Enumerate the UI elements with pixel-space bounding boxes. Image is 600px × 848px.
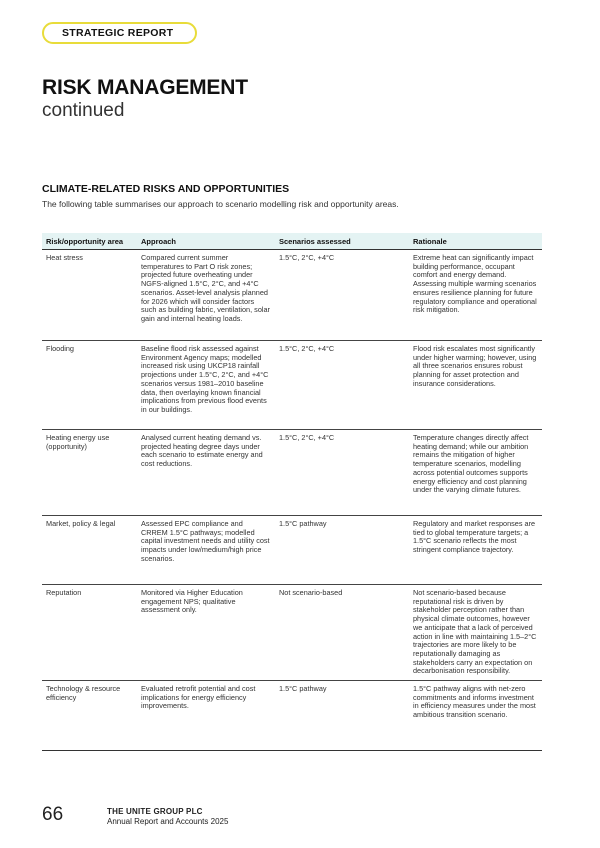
page-number: 66 bbox=[42, 804, 64, 825]
rationale-cell: 1.5°C pathway aligns with net-zero commitments and informs investment in efficiency measures under the most ambitious transition scenario. bbox=[409, 681, 542, 751]
scenarios-cell: 1.5°C, 2°C, +4°C bbox=[275, 250, 409, 341]
scenarios-cell: 1.5°C, 2°C, +4°C bbox=[275, 430, 409, 516]
table-row bbox=[42, 516, 542, 585]
approach-cell: Monitored via Higher Education engagement NPS; qualitative assessment only. bbox=[137, 585, 275, 681]
column-header: Approach bbox=[137, 233, 275, 250]
risk-area-cell: Technology & resource efficiency bbox=[42, 681, 137, 751]
approach-cell: Evaluated retrofit potential and cost implications for energy efficiency improvements. bbox=[137, 681, 275, 751]
page-subtitle: continued bbox=[42, 100, 125, 121]
section-heading: CLIMATE-RELATED RISKS AND OPPORTUNITIES bbox=[42, 183, 290, 195]
rationale-cell: Regulatory and market responses are tied to global temperature targets; a 1.5°C scenario reflects the most stringent compliance trajectory. bbox=[409, 516, 542, 585]
footer-report-title: Annual Report and Accounts 2025 bbox=[107, 817, 229, 826]
rationale-cell: Flood risk escalates most significantly under higher warming; however, using all three scenarios ensures robust planning for asset protection and insurance considerations. bbox=[409, 341, 542, 430]
risk-area-cell: Market, policy & legal bbox=[42, 516, 137, 585]
section-intro: The following table summarises our approach to scenario modelling risk and opportunity areas. bbox=[42, 199, 399, 209]
risk-table bbox=[42, 233, 542, 751]
rationale-cell: Not scenario-based because reputational risk is driven by stakeholder perception rather than physical climate outcomes, however we anticipate that a lack of perceived action in line with maintaining 1.5–2°C trajectories are more likely to be reputationally damaging as stakeholders carry an expectation on decarbonisation responsibility. bbox=[409, 585, 542, 681]
table-row bbox=[42, 250, 542, 341]
table-header-row bbox=[42, 233, 542, 250]
page-title: RISK MANAGEMENT bbox=[42, 76, 248, 99]
column-header: Risk/opportunity area bbox=[42, 233, 137, 250]
scenarios-cell: 1.5°C, 2°C, +4°C bbox=[275, 341, 409, 430]
risk-area-cell: Flooding bbox=[42, 341, 137, 430]
column-header: Scenarios assessed bbox=[275, 233, 409, 250]
risk-area-cell: Heat stress bbox=[42, 250, 137, 341]
rationale-cell: Extreme heat can significantly impact building performance, occupant comfort and energy demand. Assessing multiple warming scenarios ensures resilience planning for future regulatory compliance and operational risk mitigation. bbox=[409, 250, 542, 341]
scenarios-cell: Not scenario-based bbox=[275, 585, 409, 681]
section-badge: STRATEGIC REPORT bbox=[42, 22, 197, 44]
table-row bbox=[42, 430, 542, 516]
approach-cell: Baseline flood risk assessed against Environment Agency maps; modelled increased risk using UKCP18 rainfall projections under 1.5°C, 2°C, and +4°C scenarios versus 1981–2010 baseline data, then overlaying known financial implications from previous flood events in our buildings. bbox=[137, 341, 275, 430]
risk-area-cell: Heating energy use (opportunity) bbox=[42, 430, 137, 516]
column-header: Rationale bbox=[409, 233, 542, 250]
scenarios-cell: 1.5°C pathway bbox=[275, 516, 409, 585]
table-row bbox=[42, 585, 542, 681]
rationale-cell: Temperature changes directly affect heating demand; while our ambition remains the mitigation of higher temperature scenarios, modelling across potential outcomes supports energy efficiency and cost planning under the varying climate futures. bbox=[409, 430, 542, 516]
footer-company-name: THE UNITE GROUP PLC bbox=[107, 807, 203, 816]
approach-cell: Assessed EPC compliance and CRREM 1.5°C pathways; modelled capital investment needs and utility cost impacts under low/medium/high price scenarios. bbox=[137, 516, 275, 585]
table-row bbox=[42, 341, 542, 430]
risk-area-cell: Reputation bbox=[42, 585, 137, 681]
approach-cell: Analysed current heating demand vs. projected heating degree days under each scenario to estimate energy and cost reductions. bbox=[137, 430, 275, 516]
scenarios-cell: 1.5°C pathway bbox=[275, 681, 409, 751]
approach-cell: Compared current summer temperatures to Part O risk zones; projected future overheating under NGFS-aligned 1.5°C, 2°C, and +4°C scenarios. Asset-level analysis planned for 2026 which will consider factors such as building fabric, ventilation, solar gain and internal heating loads. bbox=[137, 250, 275, 341]
table-row bbox=[42, 681, 542, 751]
